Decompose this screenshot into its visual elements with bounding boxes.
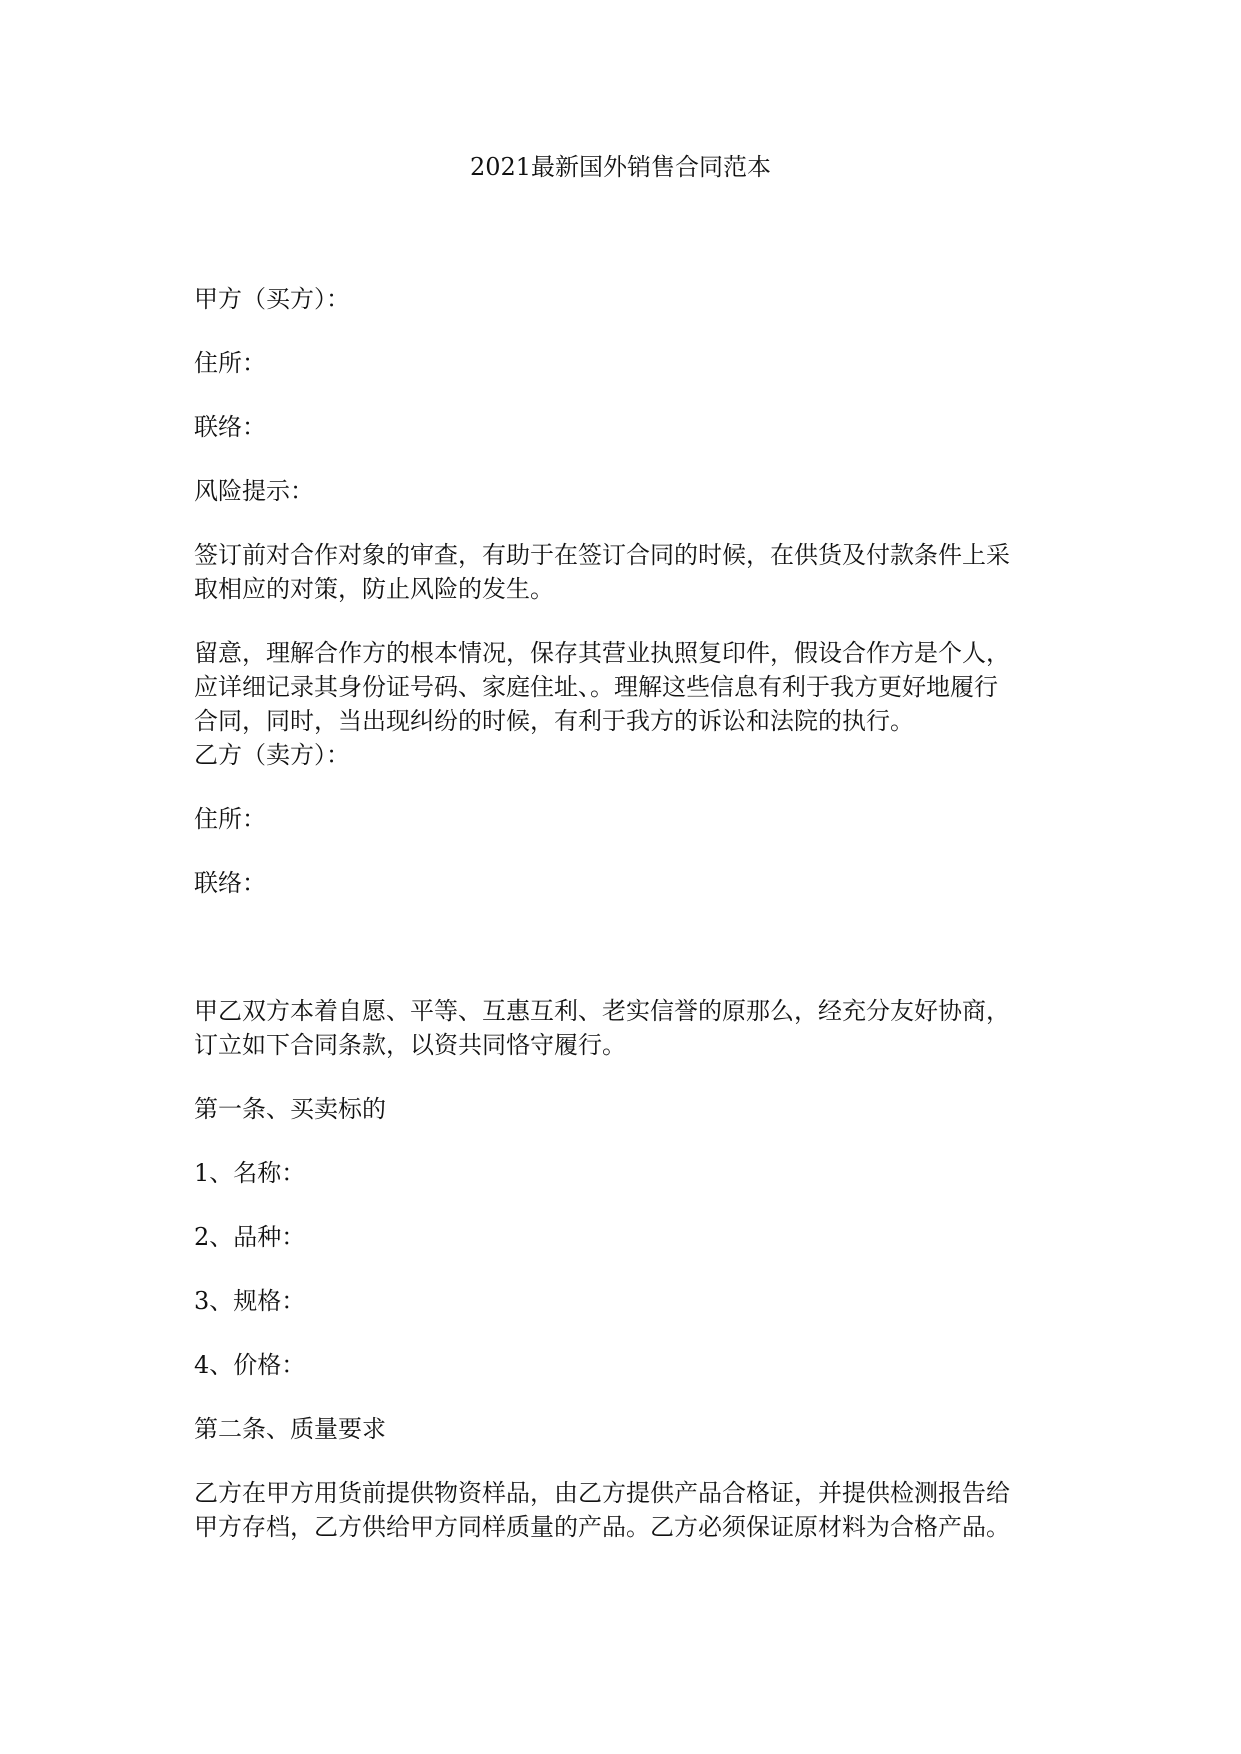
quality-paragraph-line-1: 乙方在甲方用货前提供物资样品，由乙方提供产品合格证，并提供检测报告给 (194, 1479, 1010, 1507)
party-b-address-label: 住所： (194, 805, 266, 833)
item-price-label: 4、价格： (194, 1351, 306, 1379)
item-variety-label: 2、品种： (194, 1223, 306, 1251)
party-a-address-label: 住所： (194, 349, 266, 377)
risk-tip-paragraph-2-line-1: 留意，理解合作方的根本情况，保存其营业执照复印件，假设合作方是个人， (194, 639, 1010, 667)
item-name-label: 1、名称： (194, 1159, 306, 1187)
party-b-label: 乙方（卖方）： (194, 741, 350, 769)
document-title: 2021最新国外销售合同范本 (469, 153, 772, 181)
article-1-heading: 第一条、买卖标的 (194, 1095, 386, 1123)
risk-tip-heading: 风险提示： (194, 477, 314, 505)
article-2-heading: 第二条、质量要求 (194, 1415, 386, 1443)
item-spec-label: 3、规格： (194, 1287, 306, 1315)
agreement-paragraph-line-1: 甲乙双方本着自愿、平等、互惠互利、老实信誉的原那么，经充分友好协商， (194, 997, 1010, 1025)
risk-tip-paragraph-2-line-3: 合同，同时，当出现纠纷的时候，有利于我方的诉讼和法院的执行。 (194, 707, 914, 735)
party-a-label: 甲方（买方）： (194, 285, 350, 313)
party-a-contact-label: 联络： (194, 413, 266, 441)
risk-tip-paragraph-1-line-2: 取相应的对策，防止风险的发生。 (194, 575, 554, 603)
party-b-contact-label: 联络： (194, 869, 266, 897)
agreement-paragraph-line-2: 订立如下合同条款，以资共同恪守履行。 (194, 1031, 626, 1059)
risk-tip-paragraph-1-line-1: 签订前对合作对象的审查，有助于在签订合同的时候，在供货及付款条件上采 (194, 541, 1010, 569)
risk-tip-paragraph-2-line-2: 应详细记录其身份证号码、家庭住址、。理解这些信息有利于我方更好地履行 (194, 673, 998, 701)
quality-paragraph-line-2: 甲方存档，乙方供给甲方同样质量的产品。乙方必须保证原材料为合格产品。 (194, 1513, 1010, 1541)
